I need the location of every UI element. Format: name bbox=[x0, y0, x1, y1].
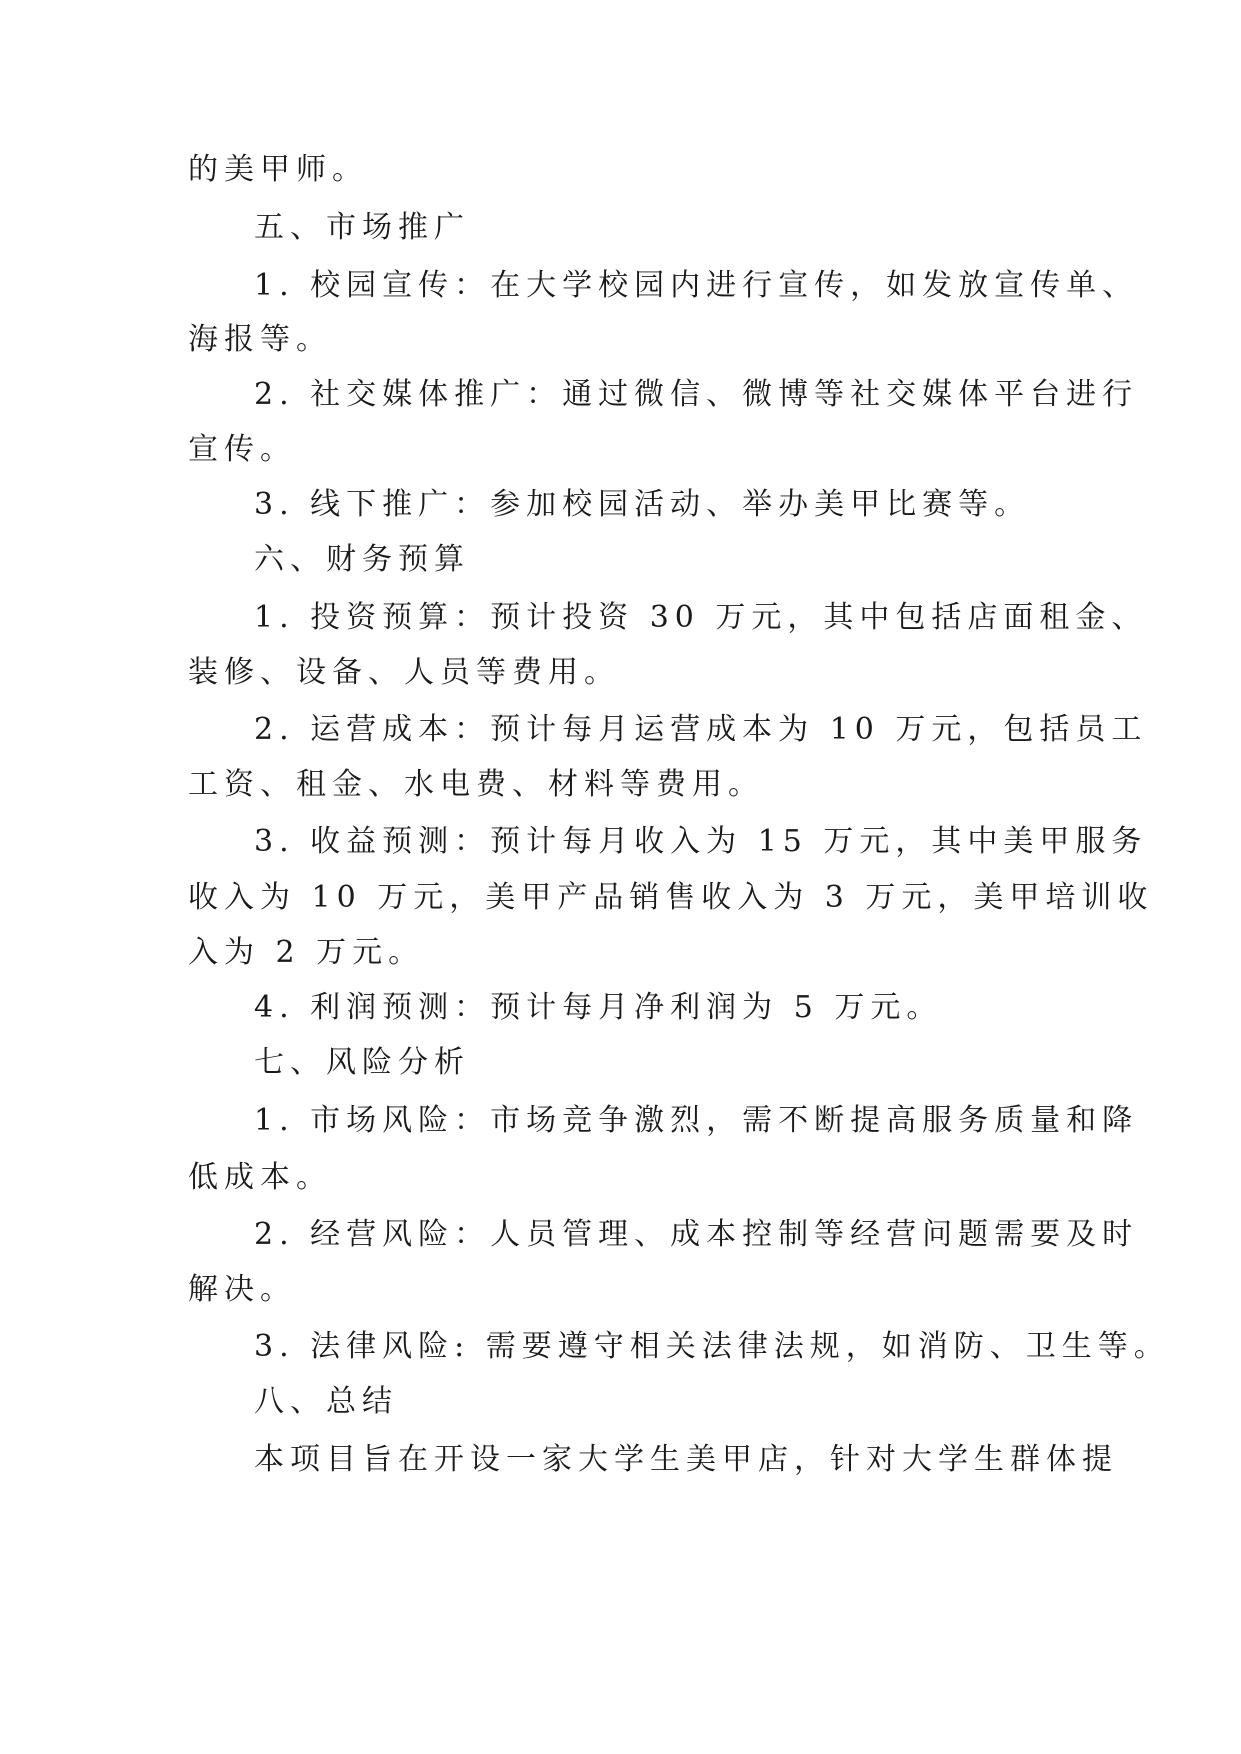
text-line-15: 入为 2 万元。 bbox=[188, 935, 425, 970]
text-line-12: 工资、租金、水电费、材料等费用。 bbox=[188, 767, 764, 802]
text-line-18: 1. 市场风险：市场竞争激烈，需不断提高服务质量和降 bbox=[254, 1103, 1139, 1138]
text-line-22: 3. 法律风险: 需要遵守相关法律法规，如消防、卫生等。 bbox=[254, 1329, 1170, 1364]
text-line-10: 装修、设备、人员等费用。 bbox=[188, 655, 620, 690]
text-line-5: 2. 社交媒体推广：通过微信、微博等社交媒体平台进行 bbox=[254, 377, 1139, 412]
text-line-21: 解决。 bbox=[188, 1272, 296, 1307]
section-heading-financial-budget: 六、财务预算 bbox=[254, 542, 470, 577]
section-heading-summary: 八、总结 bbox=[254, 1384, 398, 1419]
text-line-16: 4. 利润预测：预计每月净利润为 5 万元。 bbox=[254, 990, 943, 1025]
section-heading-risk-analysis: 七、风险分析 bbox=[254, 1045, 470, 1080]
text-line-14: 收入为 10 万元，美甲产品销售收入为 3 万元，美甲培训收 bbox=[188, 880, 1154, 915]
section-heading-market-promotion: 五、市场推广 bbox=[254, 210, 470, 245]
text-line-11: 2. 运营成本：预计每月运营成本为 10 万元，包括员工 bbox=[254, 712, 1148, 747]
text-line-9: 1. 投资预算：预计投资 30 万元，其中包括店面租金、 bbox=[254, 600, 1148, 635]
text-line-3: 1. 校园宣传：在大学校园内进行宣传，如发放宣传单、 bbox=[254, 268, 1139, 303]
text-line-7: 3. 线下推广：参加校园活动、举办美甲比赛等。 bbox=[254, 487, 1031, 522]
text-line-24: 本项目旨在开设一家大学生美甲店，针对大学生群体提 bbox=[254, 1442, 1118, 1477]
text-line-1: 的美甲师。 bbox=[188, 152, 368, 187]
text-line-19: 低成本。 bbox=[188, 1160, 332, 1195]
text-line-4: 海报等。 bbox=[188, 322, 332, 357]
text-line-6: 宣传。 bbox=[188, 432, 296, 467]
text-line-20: 2. 经营风险：人员管理、成本控制等经营问题需要及时 bbox=[254, 1217, 1139, 1252]
text-line-13: 3. 收益预测：预计每月收入为 15 万元，其中美甲服务 bbox=[254, 824, 1148, 859]
